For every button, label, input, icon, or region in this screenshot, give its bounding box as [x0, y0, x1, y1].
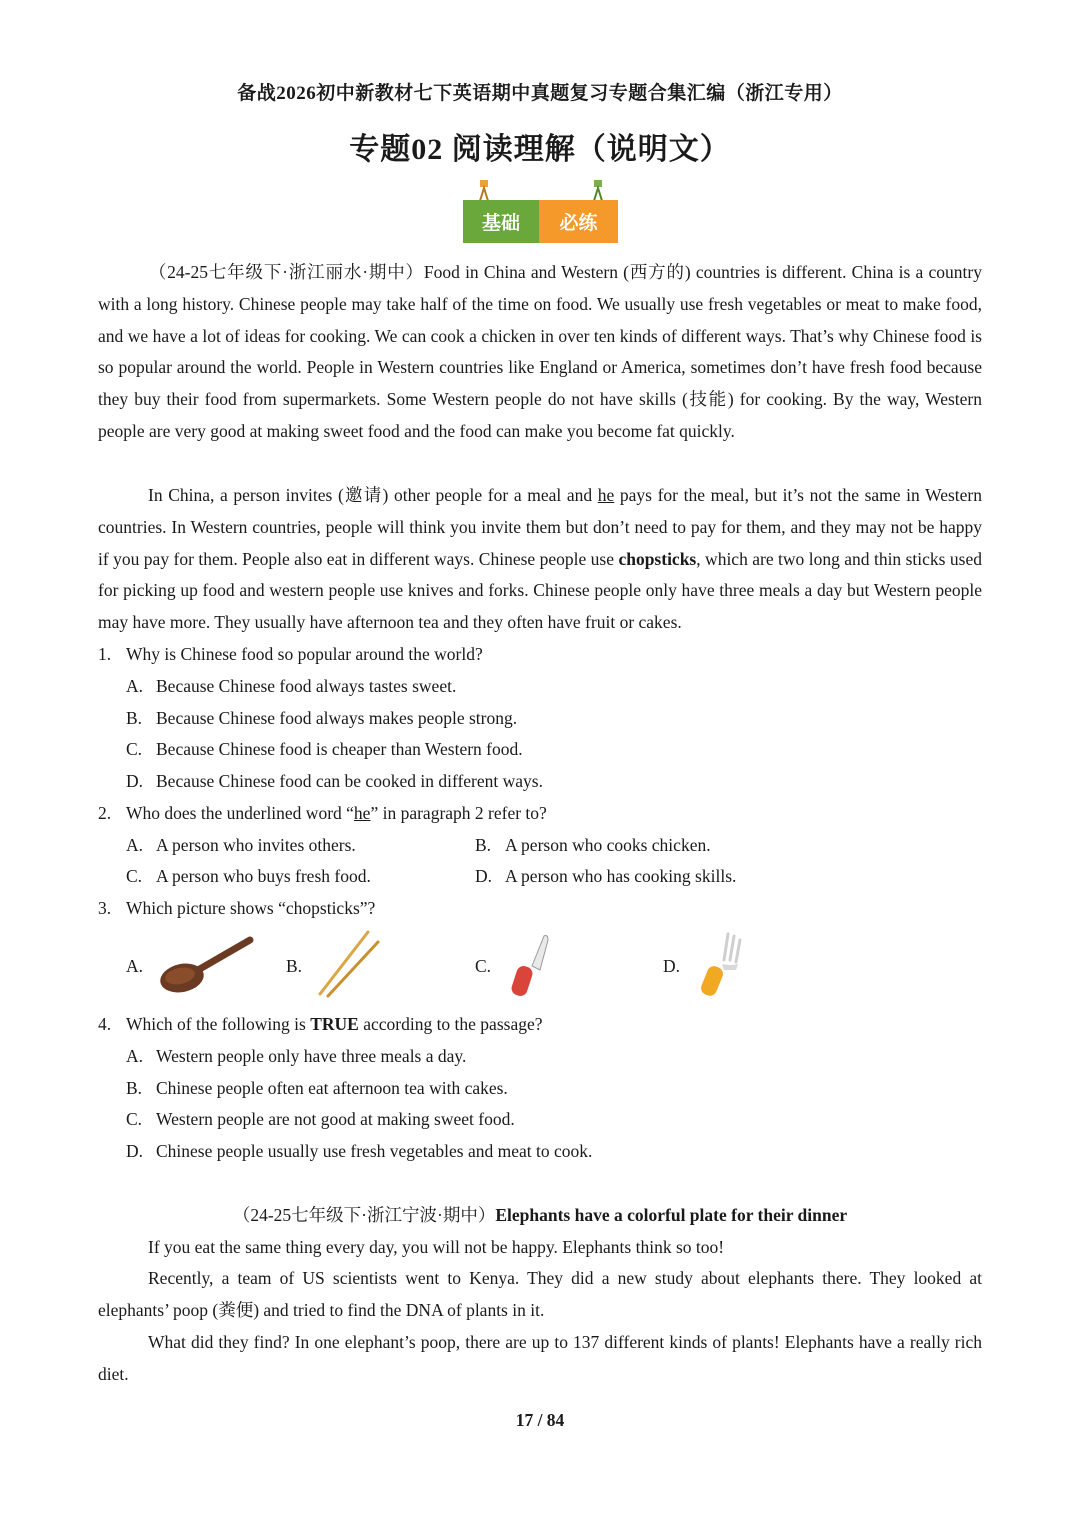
- chopsticks-icon[interactable]: [316, 930, 382, 998]
- q3-option-b-label[interactable]: B.: [286, 956, 303, 976]
- option-text: Western people are not good at making sweet food.: [156, 1109, 515, 1129]
- option-text: Because Chinese food can be cooked in different ways.: [156, 771, 543, 791]
- passage2-paragraph3: [98, 1327, 982, 1391]
- option-text: A person who has cooking skills.: [505, 866, 737, 886]
- q2-option-c[interactable]: [126, 861, 371, 893]
- option-text: A person who invites others.: [156, 835, 356, 855]
- question-number: 3.: [98, 898, 112, 918]
- bold-true: TRUE: [310, 1014, 359, 1034]
- q1-option-a[interactable]: [126, 671, 456, 703]
- q2-option-d[interactable]: [475, 861, 736, 893]
- question-1: [98, 639, 483, 671]
- passage1-paragraph1: [98, 257, 982, 448]
- option-text: Because Chinese food always makes people strong.: [156, 708, 518, 728]
- question-text-after: according to the passage?: [358, 1014, 543, 1034]
- question-number: 4.: [98, 1014, 112, 1034]
- q4-option-c[interactable]: [126, 1104, 515, 1136]
- q1-option-c[interactable]: [126, 734, 523, 766]
- question-number: 2.: [98, 803, 112, 823]
- question-text-before: Who does the underlined word “: [126, 803, 354, 823]
- passage2-heading: [0, 1200, 1080, 1232]
- question-text: Why is Chinese food so popular around the world?: [126, 644, 483, 664]
- option-letter: B.: [126, 708, 143, 728]
- q3-option-a-label[interactable]: A.: [126, 956, 144, 976]
- question-3: [98, 893, 375, 925]
- bold-chopsticks: chopsticks: [618, 548, 697, 569]
- knife-icon[interactable]: [504, 932, 552, 1000]
- passage1-paragraph2: [98, 480, 982, 639]
- question-text-after: ” in paragraph 2 refer to?: [370, 803, 547, 823]
- topic-title: 专题02 阅读理解（说明文）: [349, 133, 731, 166]
- option-text: Because Chinese food is cheaper than Western food.: [156, 739, 523, 759]
- option-text: A person who cooks chicken.: [505, 835, 711, 855]
- basic-practice-badge: [463, 180, 618, 243]
- q1-option-d[interactable]: [126, 766, 543, 798]
- q4-option-a[interactable]: [126, 1041, 466, 1073]
- passage2-title: Elephants have a colorful plate for their dinner: [495, 1205, 848, 1225]
- q3-option-d-label[interactable]: D.: [663, 956, 681, 976]
- passage2-p3-text: What did they find? In one elephant’s poop, there are up to 137 different kinds of plants! Elephants have a really rich diet.: [98, 1332, 982, 1384]
- option-letter: A.: [126, 835, 144, 855]
- option-letter: D.: [126, 771, 144, 791]
- option-letter: D.: [126, 1141, 144, 1161]
- option-letter: D.: [475, 866, 493, 886]
- option-letter: C.: [126, 739, 143, 759]
- passage2-p2-text: Recently, a team of US scientists went to Kenya. They did a new study about elephants there. They looked at elephants’ poop (粪便) and tried to find the DNA of plants in it.: [98, 1268, 982, 1320]
- question-number: 1.: [98, 644, 112, 664]
- question-4: [98, 1009, 543, 1041]
- option-letter: A.: [126, 676, 144, 696]
- passage2-paragraph1: [98, 1232, 982, 1264]
- p2-text-before: In China, a person invites (邀请) other people for a meal and: [148, 485, 598, 505]
- passage2-p1-text: If you eat the same thing every day, you will not be happy. Elephants think so too!: [148, 1237, 725, 1257]
- option-letter: C.: [126, 1109, 143, 1129]
- passage1-p1-text: Food in China and Western (西方的) countries is different. China is a country with a long history. Chinese people may take half of the time on food. We usually use fresh vegetables or meat to make food, and we have a lot of ideas for cooking. We can cook a chicken in over ten kinds of different ways. That’s why Chinese food is so popular around the world. People in Western countries like England or America, sometimes don’t have fresh food because they buy their food from supermarkets. Some Western people do not have skills (技能) for cooking. By the way, Western people are very good at making sweet food and the food can make you become fat quickly.: [98, 262, 982, 441]
- collection-title: 备战2026初中新教材七下英语期中真题复习专题合集汇编（浙江专用）: [237, 83, 843, 104]
- q4-option-d[interactable]: [126, 1136, 592, 1168]
- option-letter: B.: [126, 1078, 143, 1098]
- q2-option-a[interactable]: [126, 830, 356, 862]
- fork-icon[interactable]: [694, 930, 744, 1000]
- spoon-icon[interactable]: [158, 934, 256, 998]
- q3-option-c-label[interactable]: C.: [475, 956, 492, 976]
- option-text: Chinese people usually use fresh vegetables and meat to cook.: [156, 1141, 593, 1161]
- page-number: 17 / 84: [515, 1410, 565, 1430]
- option-text: Because Chinese food always tastes sweet.: [156, 676, 457, 696]
- option-letter: C.: [126, 866, 143, 886]
- question-2: [98, 798, 547, 830]
- underlined-he: he: [353, 803, 371, 823]
- underlined-he: he: [597, 485, 615, 505]
- option-text: Western people only have three meals a day.: [156, 1046, 467, 1066]
- question-text: Which picture shows “chopsticks”?: [126, 898, 376, 918]
- q2-option-b[interactable]: [475, 830, 711, 862]
- question-text-before: Which of the following is: [126, 1014, 311, 1034]
- option-letter: A.: [126, 1046, 144, 1066]
- badge-left: 基础: [463, 200, 539, 243]
- p2-text-middle: pays for the meal, but it’s not the same in Western countries. In Western countries, people will think you invite them but don’t need to pay for them, and they may not be happy if you pay for them. People also eat in different ways. Chinese people use: [98, 485, 982, 569]
- option-letter: B.: [475, 835, 492, 855]
- option-text: A person who buys fresh food.: [156, 866, 371, 886]
- option-text: Chinese people often eat afternoon tea with cakes.: [156, 1078, 508, 1098]
- p2-text-after: , which are two long and thin sticks used for picking up food and western people use knives and forks. Chinese people only have three meals a day but Western people may have more. They usually have afternoon tea and they often have fruit or cakes.: [98, 548, 982, 633]
- passage2-source: （24-25七年级下·浙江宁波·期中）: [232, 1205, 496, 1225]
- passage1-source: （24-25七年级下·浙江丽水·期中）: [148, 262, 424, 282]
- passage2-paragraph2: [98, 1263, 982, 1327]
- q4-option-b[interactable]: [126, 1073, 508, 1105]
- q1-option-b[interactable]: [126, 703, 517, 735]
- badge-right: 必练: [539, 200, 618, 243]
